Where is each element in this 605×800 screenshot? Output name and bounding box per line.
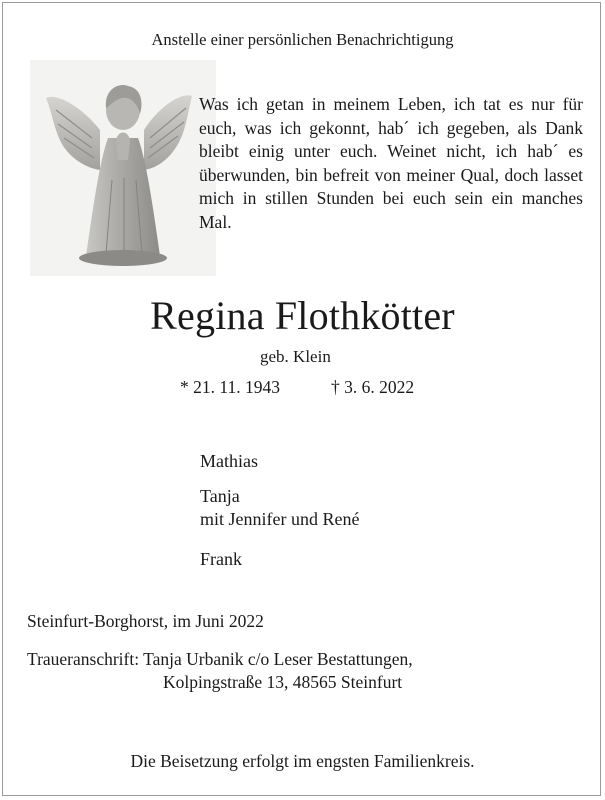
family-member: Tanja — [200, 486, 240, 506]
family-member: Mathias — [200, 451, 258, 471]
birth-date: * 21. 11. 1943 — [180, 377, 280, 397]
intro-text: Anstelle einer persönlichen Benachrichtigung — [151, 30, 454, 49]
closing-note: Die Beisetzung erfolgt im engsten Familienkreis. — [130, 751, 475, 771]
mourning-address-line: Traueranschrift: Tanja Urbanik c/o Leser Bestattungen, — [27, 649, 413, 669]
mourning-address-line: Kolpingstraße 13, 48565 Steinfurt — [163, 672, 403, 692]
death-date: † 3. 6. 2022 — [331, 377, 415, 397]
place-date: Steinfurt-Borghorst, im Juni 2022 — [27, 611, 264, 631]
praying-angel-statue-icon — [30, 60, 216, 276]
maiden-name: geb. Klein — [260, 347, 331, 366]
family-member: mit Jennifer und René — [200, 509, 360, 529]
family-member: Frank — [200, 549, 242, 569]
memorial-poem: Was ich getan in meinem Leben, ich tat es nur für euch, was ich gekonnt, hab´ ich gegeben, als Dank bleibt einig unter euch. Weinet nicht, ich hab´ es überwunden, bin befreit von meiner Qual, doch lasset mich in stillen Stunden bei euch sein ein manches Mal. — [199, 94, 583, 232]
deceased-name: Regina Flothkötter — [150, 293, 455, 338]
